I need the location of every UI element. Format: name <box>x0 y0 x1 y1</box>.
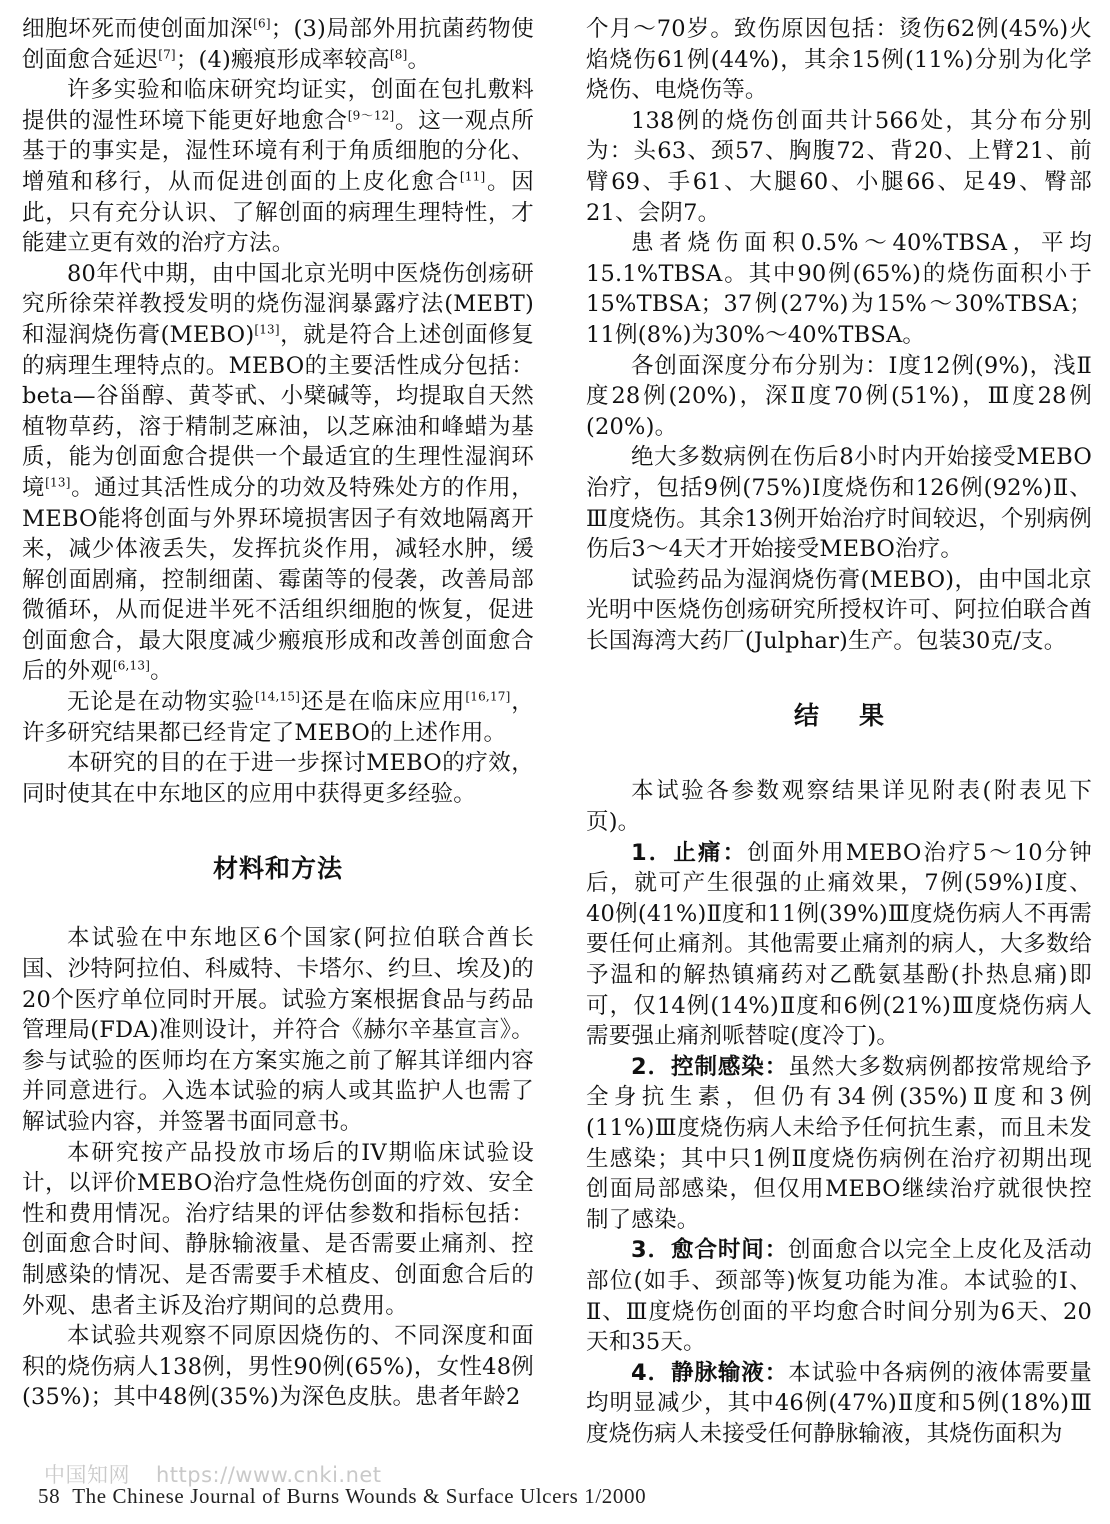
section-heading-methods: 材料和方法 <box>212 854 343 884</box>
result-lead: 2．控制感染： <box>631 1053 789 1080</box>
paragraph: 个月～70岁。致伤原因包括：烫伤62例(45%)火焰烧伤61例(44%)，其余15例(11%)分别为化学烧伤、电烧伤等。 <box>586 16 1092 104</box>
paragraph: 试验药品为湿润烧伤膏(MEBO)，由中国北京光明中医烧伤创疡研究所授权许可、阿拉伯联合酋长国海湾大药厂(Julphar)生产。包装30克/支。 <box>586 566 1092 654</box>
watermark-logo: 中国知网 <box>44 1463 130 1487</box>
citation: [14,15] <box>254 689 301 704</box>
paragraph: 本试验共观察不同原因烧伤的、不同深度和面积的烧伤病人138例，男性90例(65%)，女性48例(35%)；其中48例(35%)为深色皮肤。患者年龄2 <box>22 1323 534 1411</box>
paragraph: 本试验各参数观察结果详见附表(附表见下页)。 <box>586 778 1092 836</box>
paragraph: 本研究按产品投放市场后的IV期临床试验设计，以评价MEBO治疗急性烧伤创面的疗效、安全性和费用情况。治疗结果的评估参数和指标包括：创面愈合时间、静脉输液量、是否需要止痛剂、控制感染的情况、是否需要手术植皮、创面愈合后的外观、患者主诉及治疗期间的总费用。 <box>22 1139 534 1319</box>
paragraph: 许多实验和临床研究均证实，创面在包扎敷料提供的湿性环境下能更好地愈合[9～12]。这一观点所基于的事实是，湿性环境有利于角质细胞的分化、增殖和移行，从而促进创面的上皮化愈合[11]。因此，只有充分认识、了解创面的病理生理特性，才能建立更有效的治疗方法。 <box>22 77 534 257</box>
paragraph: 绝大多数病例在伤后8小时内开始接受MEBO治疗，包括9例(75%)Ⅰ度烧伤和126例(92%)Ⅱ、Ⅲ度烧伤。其余13例开始治疗时间较迟，个别病例伤后3～4天才开始接受MEBO治疗。 <box>586 444 1092 563</box>
citation: [7] <box>158 47 176 62</box>
citation: [8] <box>389 47 408 62</box>
page-footer <box>38 1484 646 1509</box>
paragraph: 患者烧伤面积0.5%～40%TBSA，平均15.1%TBSA。其中90例(65%)的烧伤面积小于15%TBSA；37例(27%)为15%～30%TBSA；11例(8%)为30%～40%TBSA。 <box>586 230 1092 348</box>
right-column <box>586 14 1092 1450</box>
paragraph: 本试验在中东地区6个国家(阿拉伯联合酋长国、沙特阿拉伯、科威特、卡塔尔、约旦、埃及)的20个医疗单位同时开展。试验方案根据食品与药品管理局(FDA)准则设计，并符合《赫尔辛基宣言》。参与试验的医师均在方案实施之前了解其详细内容并同意进行。入选本试验的病人或其监护人也需了解试验内容，并签署书面同意书。 <box>22 925 534 1135</box>
paragraph: 1．止痛：创面外用MEBO治疗5～10分钟后，就可产生很强的止痛效果，7例(59%)Ⅰ度、40例(41%)Ⅱ度和11例(39%)Ⅲ度烧伤病人不再需要任何止痛剂。其他需要止痛剂的病人，大多数给予温和的解热镇痛药对乙酰氨基酚(扑热息痛)即可，仅14例(14%)Ⅱ度和6例(21%)Ⅲ度烧伤病人需要强止痛剂哌替啶(度冷丁)。 <box>586 839 1092 1050</box>
paragraph: 无论是在动物实验[14,15]还是在临床应用[16,17]，许多研究结果都已经肯定了MEBO的上述作用。 <box>22 689 534 746</box>
result-lead: 3．愈合时间： <box>631 1237 789 1264</box>
paragraph: 细胞坏死而使创面加深[6]；(3)局部外用抗菌药物使创面愈合延迟[7]；(4)瘢痕形成率较高[8]。 <box>22 16 534 73</box>
left-column <box>22 14 534 1413</box>
paragraph: 80年代中期，由中国北京光明中医烧伤创疡研究所徐荣祥教授发明的烧伤湿润暴露疗法(MEBT)和湿润烧伤膏(MEBO)[13]，就是符合上述创面修复的病理生理特点的。MEBO的主要活性成分包括：beta—谷甾醇、黄苓甙、小檗碱等，均提取自天然植物草药，溶于精制芝麻油，以芝麻油和峰蜡为基质，能为创面愈合提供一个最适宜的生理性湿润环境[13]。通过其活性成分的功效及特殊处方的作用，MEBO能将创面与外界环境损害因子有效地隔离开来，减少体液丢失，发挥抗炎作用，减轻水肿，缓解创面剧痛，控制细菌、霉菌等的侵袭，改善局部微循环，从而促进半死不活组织细胞的恢复，促进创面愈合，最大限度减少瘢痕形成和改善创面愈合后的外观[6,13]。 <box>22 260 535 685</box>
result-lead: 1．止痛： <box>631 839 748 866</box>
citation: [6] <box>253 16 271 31</box>
paragraph: 138例的烧伤创面共计566处，其分布分别为：头63、颈57、胸腹72、背20、上臂21、前臂69、手61、大腿60、小腿66、足49、臀部21、会阴7。 <box>586 107 1092 226</box>
citation: [6,13] <box>112 658 151 673</box>
paragraph: 2．控制感染：虽然大多数病例都按常规给予全身抗生素，但仍有34例(35%)Ⅱ度和3例(11%)Ⅲ度烧伤病人未给予任何抗生素，而且未发生感染；其中只1例Ⅱ度烧伤病例在治疗初期出现创面局部感染，但仅用MEBO继续治疗就很快控制了感染。 <box>586 1053 1092 1233</box>
paragraph: 各创面深度分布分别为：Ⅰ度12例(9%)，浅Ⅱ度28例(20%)，深Ⅱ度70例(51%)，Ⅲ度28例(20%)。 <box>586 352 1092 440</box>
citation: [13] <box>254 322 280 337</box>
citation: [9～12] <box>347 108 395 123</box>
page-number: 58 <box>38 1484 61 1508</box>
citation: [16,17] <box>465 689 511 704</box>
paragraph: 4．静脉输液：本试验中各病例的液体需要量均明显减少，其中46例(47%)Ⅱ度和5例(18%)Ⅲ度烧伤病人未接受任何静脉输液，其烧伤面积为 <box>586 1359 1092 1447</box>
result-lead: 4．静脉输液： <box>631 1359 789 1386</box>
paragraph: 3．愈合时间：创面愈合以完全上皮化及活动部位(如手、颈部等)恢复功能为准。本试验的Ⅰ、Ⅱ、Ⅲ度烧伤创面的平均愈合时间分别为6天、20天和35天。 <box>586 1237 1092 1356</box>
section-heading-results: 结果 <box>793 701 924 731</box>
journal-name: The Chinese Journal of Burns Wounds & Surface Ulcers 1/2000 <box>72 1484 647 1508</box>
paragraph: 本研究的目的在于进一步探讨MEBO的疗效，同时使其在中东地区的应用中获得更多经验。 <box>22 750 534 807</box>
citation: [11] <box>459 169 486 184</box>
watermark-url[interactable]: https://www.cnki.net <box>156 1463 382 1487</box>
citation: [13] <box>45 475 71 490</box>
